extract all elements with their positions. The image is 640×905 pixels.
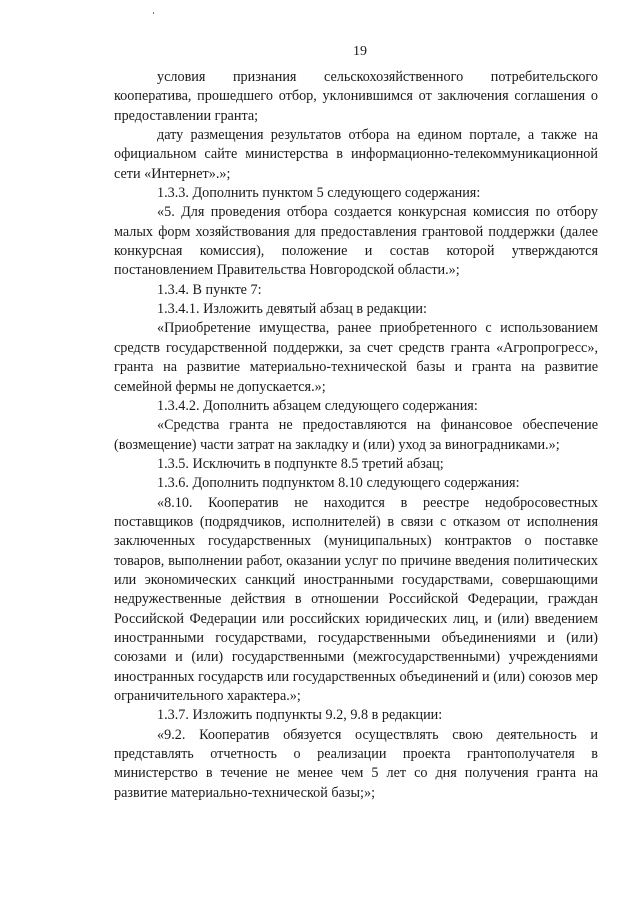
paragraph: 1.3.4.2. Дополнить абзацем следующего содержания: <box>157 397 478 414</box>
paragraph: 1.3.4. В пункте 7: <box>157 281 262 298</box>
paragraph: дату размещения результатов отбора на едином портале, а также на официальном сайте министерства в информационно-телекоммуникационной сети «Интернет».»; <box>114 127 598 182</box>
document-body <box>114 68 598 803</box>
paragraph: 1.3.7. Изложить подпункты 9.2, 9.8 в редакции: <box>157 707 443 724</box>
paragraph: условия признания сельскохозяйственного потребительского кооператива, прошедшего отбор, уклонившимся от заключения соглашения о предоставлении гранта; <box>114 69 598 124</box>
paragraph: «5. Для проведения отбора создается конкурсная комиссия по отбору малых форм хозяйствования для предоставления грантовой поддержки (далее конкурсная комиссия), положение и состав которой утверждаются постановлением Правительства Новгородской области.»; <box>114 204 598 279</box>
paragraph: 1.3.4.1. Изложить девятый абзац в редакции: <box>157 301 427 318</box>
page-number: 19 <box>353 44 367 59</box>
paragraph: 1.3.5. Исключить в подпункте 8.5 третий абзац; <box>157 455 444 472</box>
paragraph: 1.3.3. Дополнить пунктом 5 следующего содержания: <box>157 185 481 202</box>
paragraph: «8.10. Кооператив не находится в реестре недобросовестных поставщиков (подрядчиков, исполнителей) в связи с отказом от исполнения заключенных государственных (муниципальных) контрактов о поставке товаров, выполнении работ, оказании услуг по причине введения политических или экономических санкций иностранными государствами, совершающими недружественные действия в отношении Российской Федерации, граждан Российской Федерации или российских юридических лиц, и (или) введением иностранными государствами, государственными объединениями и (или) союзами и (или) государственными (межгосударственными) учреждениями иностранных государств или государственных объединений и (или) союзов мер ограничительного характера.»; <box>114 494 598 704</box>
scan-mark <box>153 12 154 14</box>
paragraph: 1.3.6. Дополнить подпунктом 8.10 следующего содержания: <box>157 475 520 492</box>
paragraph: «Средства гранта не предоставляются на финансовое обеспечение (возмещение) части затрат на закладку и (или) уход за виноградниками.»; <box>114 417 598 453</box>
paragraph: «9.2. Кооператив обязуется осуществлять свою деятельность и представлять отчетность о реализации проекта грантополучателя в министерство в течение не менее чем 5 лет со дня получения гранта на развитие материально-технической базы;»; <box>114 726 598 801</box>
paragraph: «Приобретение имущества, ранее приобретенного с использованием средств государственной поддержки, за счет средств гранта «Агропрогресс», гранта на развитие материально-технической базы и гранта на развитие семейной фермы не допускается.»; <box>114 320 598 395</box>
